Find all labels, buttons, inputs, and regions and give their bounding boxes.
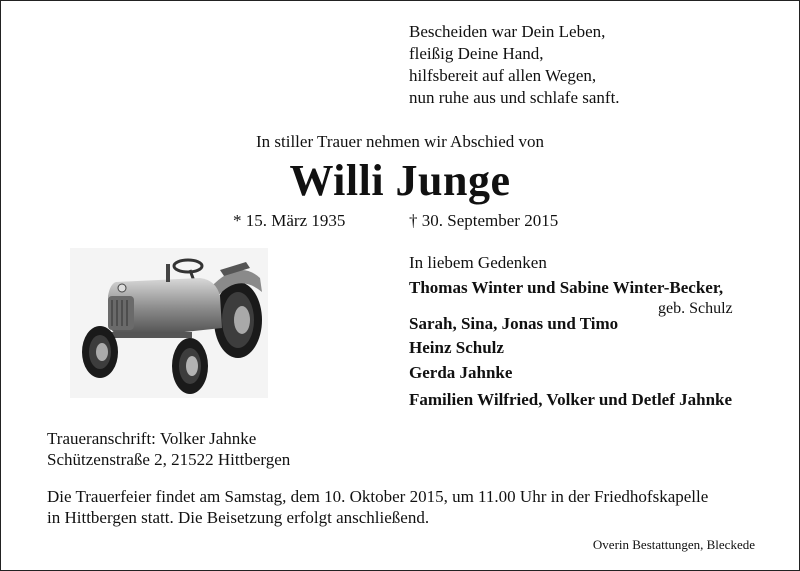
poem-line: fleißig Deine Hand,	[409, 44, 544, 63]
undertaker-credit: Overin Bestattungen, Bleckede	[592, 537, 755, 552]
death-date: † 30. September 2015	[409, 211, 559, 230]
ceremony-notice-line: in Hittbergen statt. Die Beisetzung erfolgt anschließend.	[47, 508, 430, 527]
poem-line: nun ruhe aus und schlafe sanft.	[409, 88, 620, 107]
mourner-line: Familien Wilfried, Volker und Detlef Jahnke	[409, 390, 733, 409]
mourner-note: geb. Schulz	[658, 300, 733, 317]
poem-line: Bescheiden war Dein Leben,	[409, 22, 606, 41]
address-line: Schützenstraße 2, 21522 Hittbergen	[47, 450, 291, 469]
tractor-photo-icon	[70, 248, 268, 398]
address-line: Traueranschrift: Volker Jahnke	[47, 429, 257, 448]
deceased-name: Willi Junge	[289, 156, 511, 205]
mourner-line: Thomas Winter und Sabine Winter-Becker,	[409, 278, 724, 297]
poem	[409, 21, 620, 109]
intro-text: In stiller Trauer nehmen wir Abschied von	[255, 132, 544, 151]
poem-line: hilfsbereit auf allen Wegen,	[409, 66, 597, 85]
memory-heading: In liebem Gedenken	[409, 253, 547, 272]
mourner-line: Gerda Jahnke	[409, 363, 513, 382]
mourner-line: Sarah, Sina, Jonas und Timo	[409, 314, 619, 333]
birth-date: * 15. März 1935	[233, 211, 346, 230]
mourner-line: Heinz Schulz	[409, 338, 504, 357]
ceremony-notice-line: Die Trauerfeier findet am Samstag, dem 10. Oktober 2015, um 11.00 Uhr in der Friedhofskapelle	[47, 487, 709, 506]
